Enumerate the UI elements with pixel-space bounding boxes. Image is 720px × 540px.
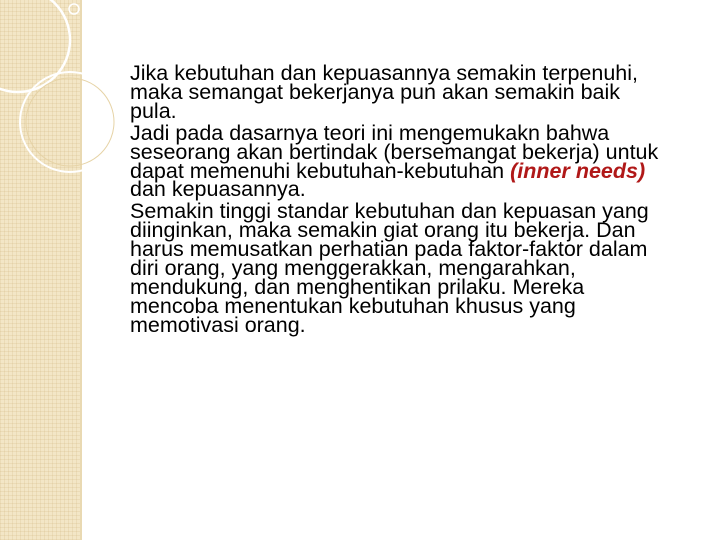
decor-circle-medium (20, 72, 120, 172)
paragraph-1: Jika kebutuhan dan kepuasannya semakin terpenuhi, maka semangat bekerjanya pun akan semakin baik pula. (130, 61, 638, 123)
paragraph-2 (130, 120, 670, 202)
decorative-circles (0, 0, 140, 200)
decor-circle-small (69, 4, 79, 14)
paragraph-2-text-end: dan kepuasannya. (130, 177, 306, 202)
paragraph-2-text-start: Jadi pada dasarnya teori ini mengemukakn bahwa seseorang akan bertindak (bersemangat bekerja) untuk dapat memenuhi kebutuhan-kebutuhan (130, 120, 659, 183)
decor-circle-large (0, 0, 70, 92)
decor-circle-inner (26, 78, 114, 166)
inner-needs-emphasis: (inner needs) (510, 158, 646, 183)
paragraph-3: Semakin tinggi standar kebutuhan dan kepuasan yang diinginkan, maka semakin giat orang itu bekerja. Dan harus memusatkan perhatian pada faktor-faktor dalam diri orang, yang menggerakkan, mengarahkan, mendukung, dan menghentikan prilaku. Mereka mencoba menentukan kebutuhan khusus yang memotivasi orang. (130, 199, 649, 337)
slide-body (130, 61, 670, 337)
